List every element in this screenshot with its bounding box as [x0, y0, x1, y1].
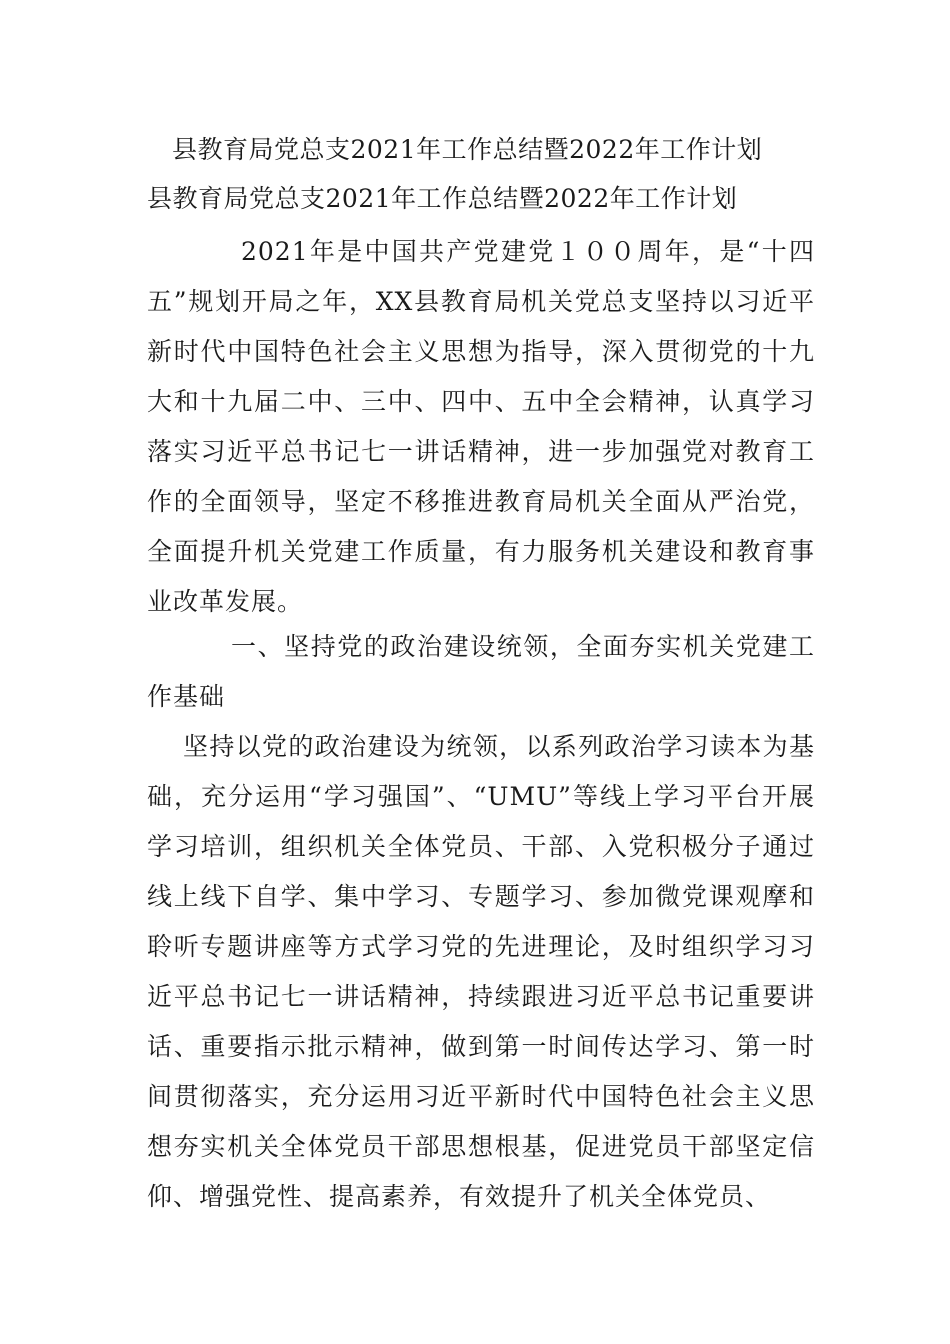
intro-paragraph: 2021年是中国共产党建党１００周年，是“十四五”规划开局之年，XX县教育局机关党总支坚持以习近平新时代中国特色社会主义思想为指导，深入贯彻党的十九大和十九届二中、三中、四中、五中全会精神，认真学习落实习近平总书记七一讲话精神，进一步加强党对教育工作的全面领导，坚定不移推进教育局机关全面从严治党，全面提升机关党建工作质量，有力服务机关建设和教育事业改革发展。: [147, 237, 815, 616]
section-body-1: 坚持以党的政治建设为统领，以系列政治学习读本为基础，充分运用“学习强国”、“UMU”等线上学习平台开展学习培训，组织机关全体党员、干部、入党积极分子通过线上线下自学、集中学习、专题学习、参加微党课观摩和聆听专题讲座等方式学习党的先进理论，及时组织学习习近平总书记七一讲话精神，持续跟进习近平总书记重要讲话、重要指示批示精神，做到第一时间传达学习、第一时间贯彻落实，充分运用习近平新时代中国特色社会主义思想夯实机关全体党员干部思想根基，促进党员干部坚定信仰、增强党性、提高素养，有效提升了机关全体党员、: [147, 732, 815, 1211]
document-title-repeat: 县教育局党总支2021年工作总结暨2022年工作计划: [147, 184, 738, 213]
section-heading-1: 一、坚持党的政治建设统领，全面夯实机关党建工作基础: [147, 632, 815, 711]
document-title: 县教育局党总支2021年工作总结暨2022年工作计划: [172, 135, 763, 164]
